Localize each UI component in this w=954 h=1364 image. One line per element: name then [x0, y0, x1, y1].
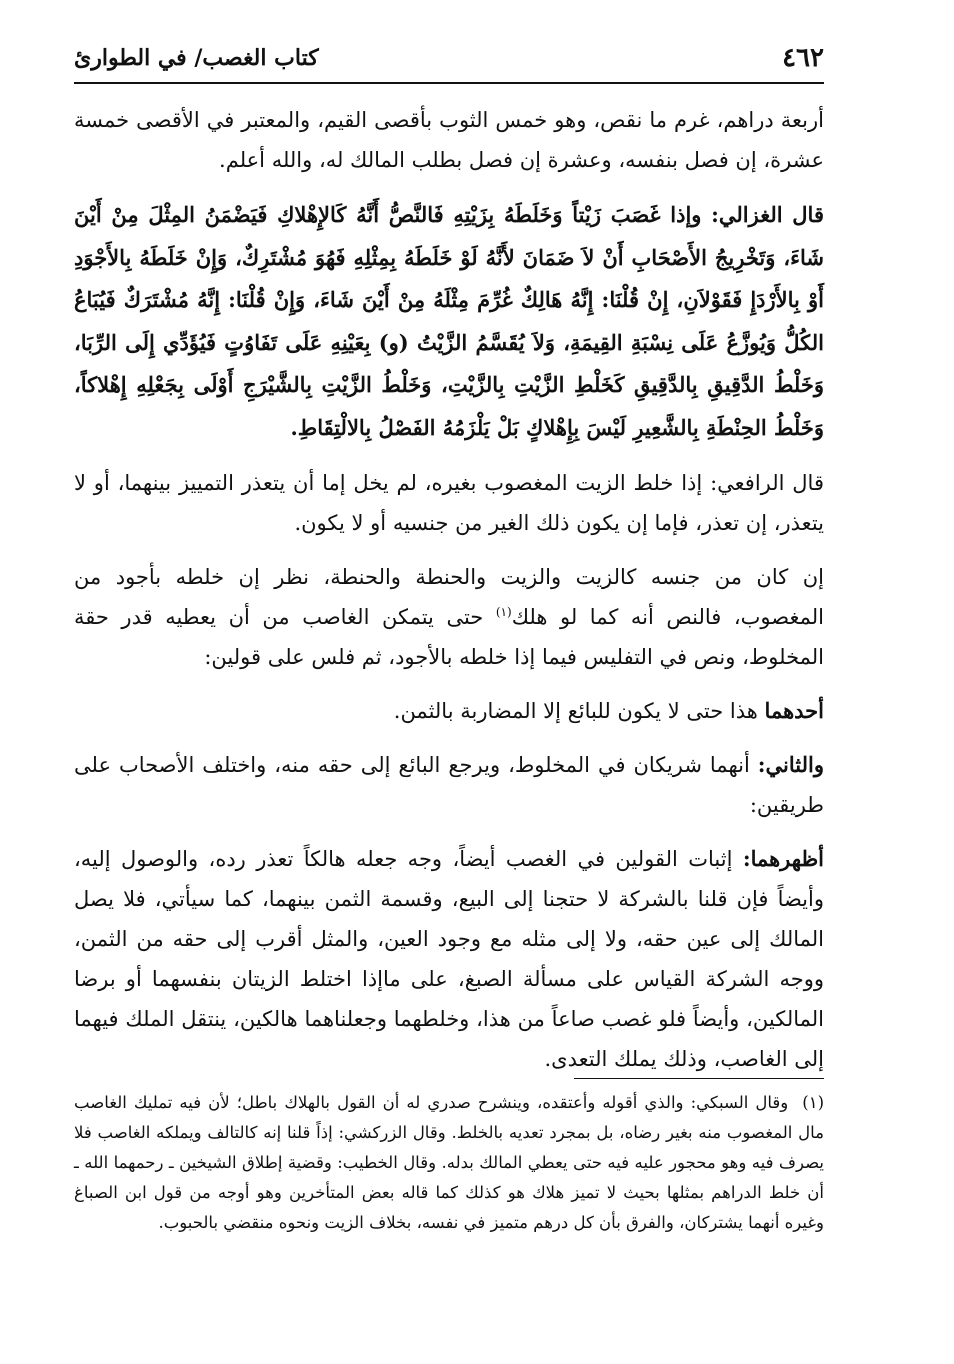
first-opinion-lead: أحدهما: [764, 698, 824, 723]
footnote-separator: [574, 1078, 824, 1079]
running-title: كتاب الغصب/ في الطوارئ: [74, 45, 319, 71]
most-apparent-text: إثبات القولين في الغصب أيضاً، وجه جعله هالكاً تعذر رده، والوصول إليه، وأيضاً فإن قلنا بالشركة لا حتجنا إلى البيع، وقسمة الثمن بينهما، كما سيأتي، فلا يصل المالك إلى عين حقه، ولا إلى مثله مع وجود العين، والمثل أقرب إلى حقه من الثمن، ووجه الشركة القياس على مسألة الصبغ، على ماإذا اختلط الزيتان بنفسهما أو برضا المالكين، وأيضاً فلو غصب صاعاً من هذا، وخلطهما وجعلناهما هالكين، ينتقل الملك فيهما إلى الغاصب، وذلك يملك التعدى.: [74, 847, 824, 1071]
most-apparent-lead: أظهرهما:: [742, 846, 824, 871]
header-rule: [74, 82, 824, 84]
paragraph-same-kind: [74, 557, 824, 677]
footnote-reference: (١): [495, 605, 512, 619]
paragraph-second-opinion: [74, 745, 824, 825]
second-opinion-text: أنهما شريكان في المخلوط، ويرجع البائع إلى حقه منه، واختلف الأصحاب على طريقين:: [74, 753, 824, 817]
paragraph-first-opinion: [74, 691, 824, 731]
paragraph-most-apparent: [74, 839, 824, 1079]
paragraph-same-kind-text: إن كان من جنسه كالزيت والزيت والحنطة والحنطة، نظر إن خلطه بأجود من المغصوب، فالنص أنه كما لو هلك: [74, 565, 824, 629]
first-opinion-text: هذا حتى لا يكون للبائع إلا المضاربة بالثمن.: [393, 699, 765, 723]
main-text: [74, 100, 824, 1093]
paragraph-rafii: قال الرافعي: إذا خلط الزيت المغصوب بغيره، لم يخل إما أن يتعذر التمييز بينهما، أو لا يتعذر، إن تعذر، فإما إن يكون ذلك الغير من جنسيه أو لا يكون.: [74, 471, 824, 535]
ghazali-quote: قال الغزالي: وإذا غَصَبَ زَيْتاً وَخَلَطَهُ بِزَيْتِهِ فَالنَّصُّ أَنَّهُ كَالإِهْلاكِ فَيَضْمَنُ المِثْلَ مِنْ أَيْنَ شَاءَ، وَتَخْرِيجُ الأَصْحَابِ أَنْ لاَ ضَمَانَ لأَنَّهُ لَوْ خَلَطَهُ بِمِثْلِهِ فَهُوَ مُشْتَرِكٌ، وَإِنْ خَلَطَهُ بِالأَجْوَدِ أَوْ بِالأَرْدَإِ فَقَوْلاَنِ، إِنْ قُلْنَا: إِنَّهُ هَالِكٌ غُرِّمَ مِثْلَهُ مِنْ أَيْنَ شَاءَ، وَإِنْ قُلْنَا: إِنَّهُ مُشْتَرَكٌ فَيُبَاعُ الكُلُّ وَيُوزَّعُ عَلَى نِسْبَةِ القِيمَةِ، وَلاَ يُقَسَّمُ الزَّيْتُ (و) بِعَيْنِهِ عَلَى تَفَاوُتٍ فَيُؤَدِّي إِلَى الرِّبَا، وَخَلْطُ الدَّقِيقِ بِالدَّقِيقِ كَخَلْطِ الزَّيْتِ بِالزَّيْتِ، وَخَلْطُ الزَّيْتِ بِالشَّيْرَجِ أَوْلَى بِجَعْلِهِ إِهْلاكاً، وَخَلْطُ الحِنْطَةِ بِالشَّعِيرِ لَيْسَ بِإِهْلاكٍ بَلْ يَلْزَمُهُ الفَصْلُ بِالالْتِقَاطِ.: [74, 202, 824, 440]
second-opinion-lead: والثاني:: [757, 752, 824, 777]
footnote-text: وقال السبكي: والذي أقوله وأعتقده، وينشرح صدري له أن القول بالهلاك باطل؛ لأن فيه تمليك الغاصب مال المغصوب منه بغير رضاه، بل بمجرد تعديه بالخلط. وقال الزركشي: إذاً قلنا إنه كالتالف ويملكه الغاصب فلا يصرف فيه وهو محجور عليه فيه حتى يعطي المالك بدله. وقال الخطيب: وقضية إطلاق الشيخين ـ رحمهما الله ـ أن خلط الدراهم بمثلها بحيث لا تميز هلاك هو كذلك كما قاله بعض المتأخرين وهو أوجه من قول ابن الصباغ وغيره أنهما يشتركان، والفرق بأن كل درهم متميز في نفسه، بخلاف الزيت ونحوه منقضي بالحبوب.: [74, 1093, 824, 1232]
page-header: [74, 38, 824, 78]
page-number: ٤٦٢: [782, 43, 824, 73]
footnote-number: (١): [802, 1093, 824, 1112]
paragraph-intro: أربعة دراهم، غرم ما نقص، وهو خمس الثوب بأقصى القيم، والمعتبر في الأقصى خمسة عشرة، إن فصل بنفسه، وعشرة إن فصل بطلب المالك له، والله أعلم.: [74, 108, 824, 172]
paragraph-same-kind-continuation: حتى يتمكن الغاصب من أن يعطيه قدر حقة المخلوط، ونص في التفليس فيما إذا خلطه بالأجود، ثم فلس على قولين:: [74, 605, 824, 669]
footnote: [74, 1088, 824, 1238]
